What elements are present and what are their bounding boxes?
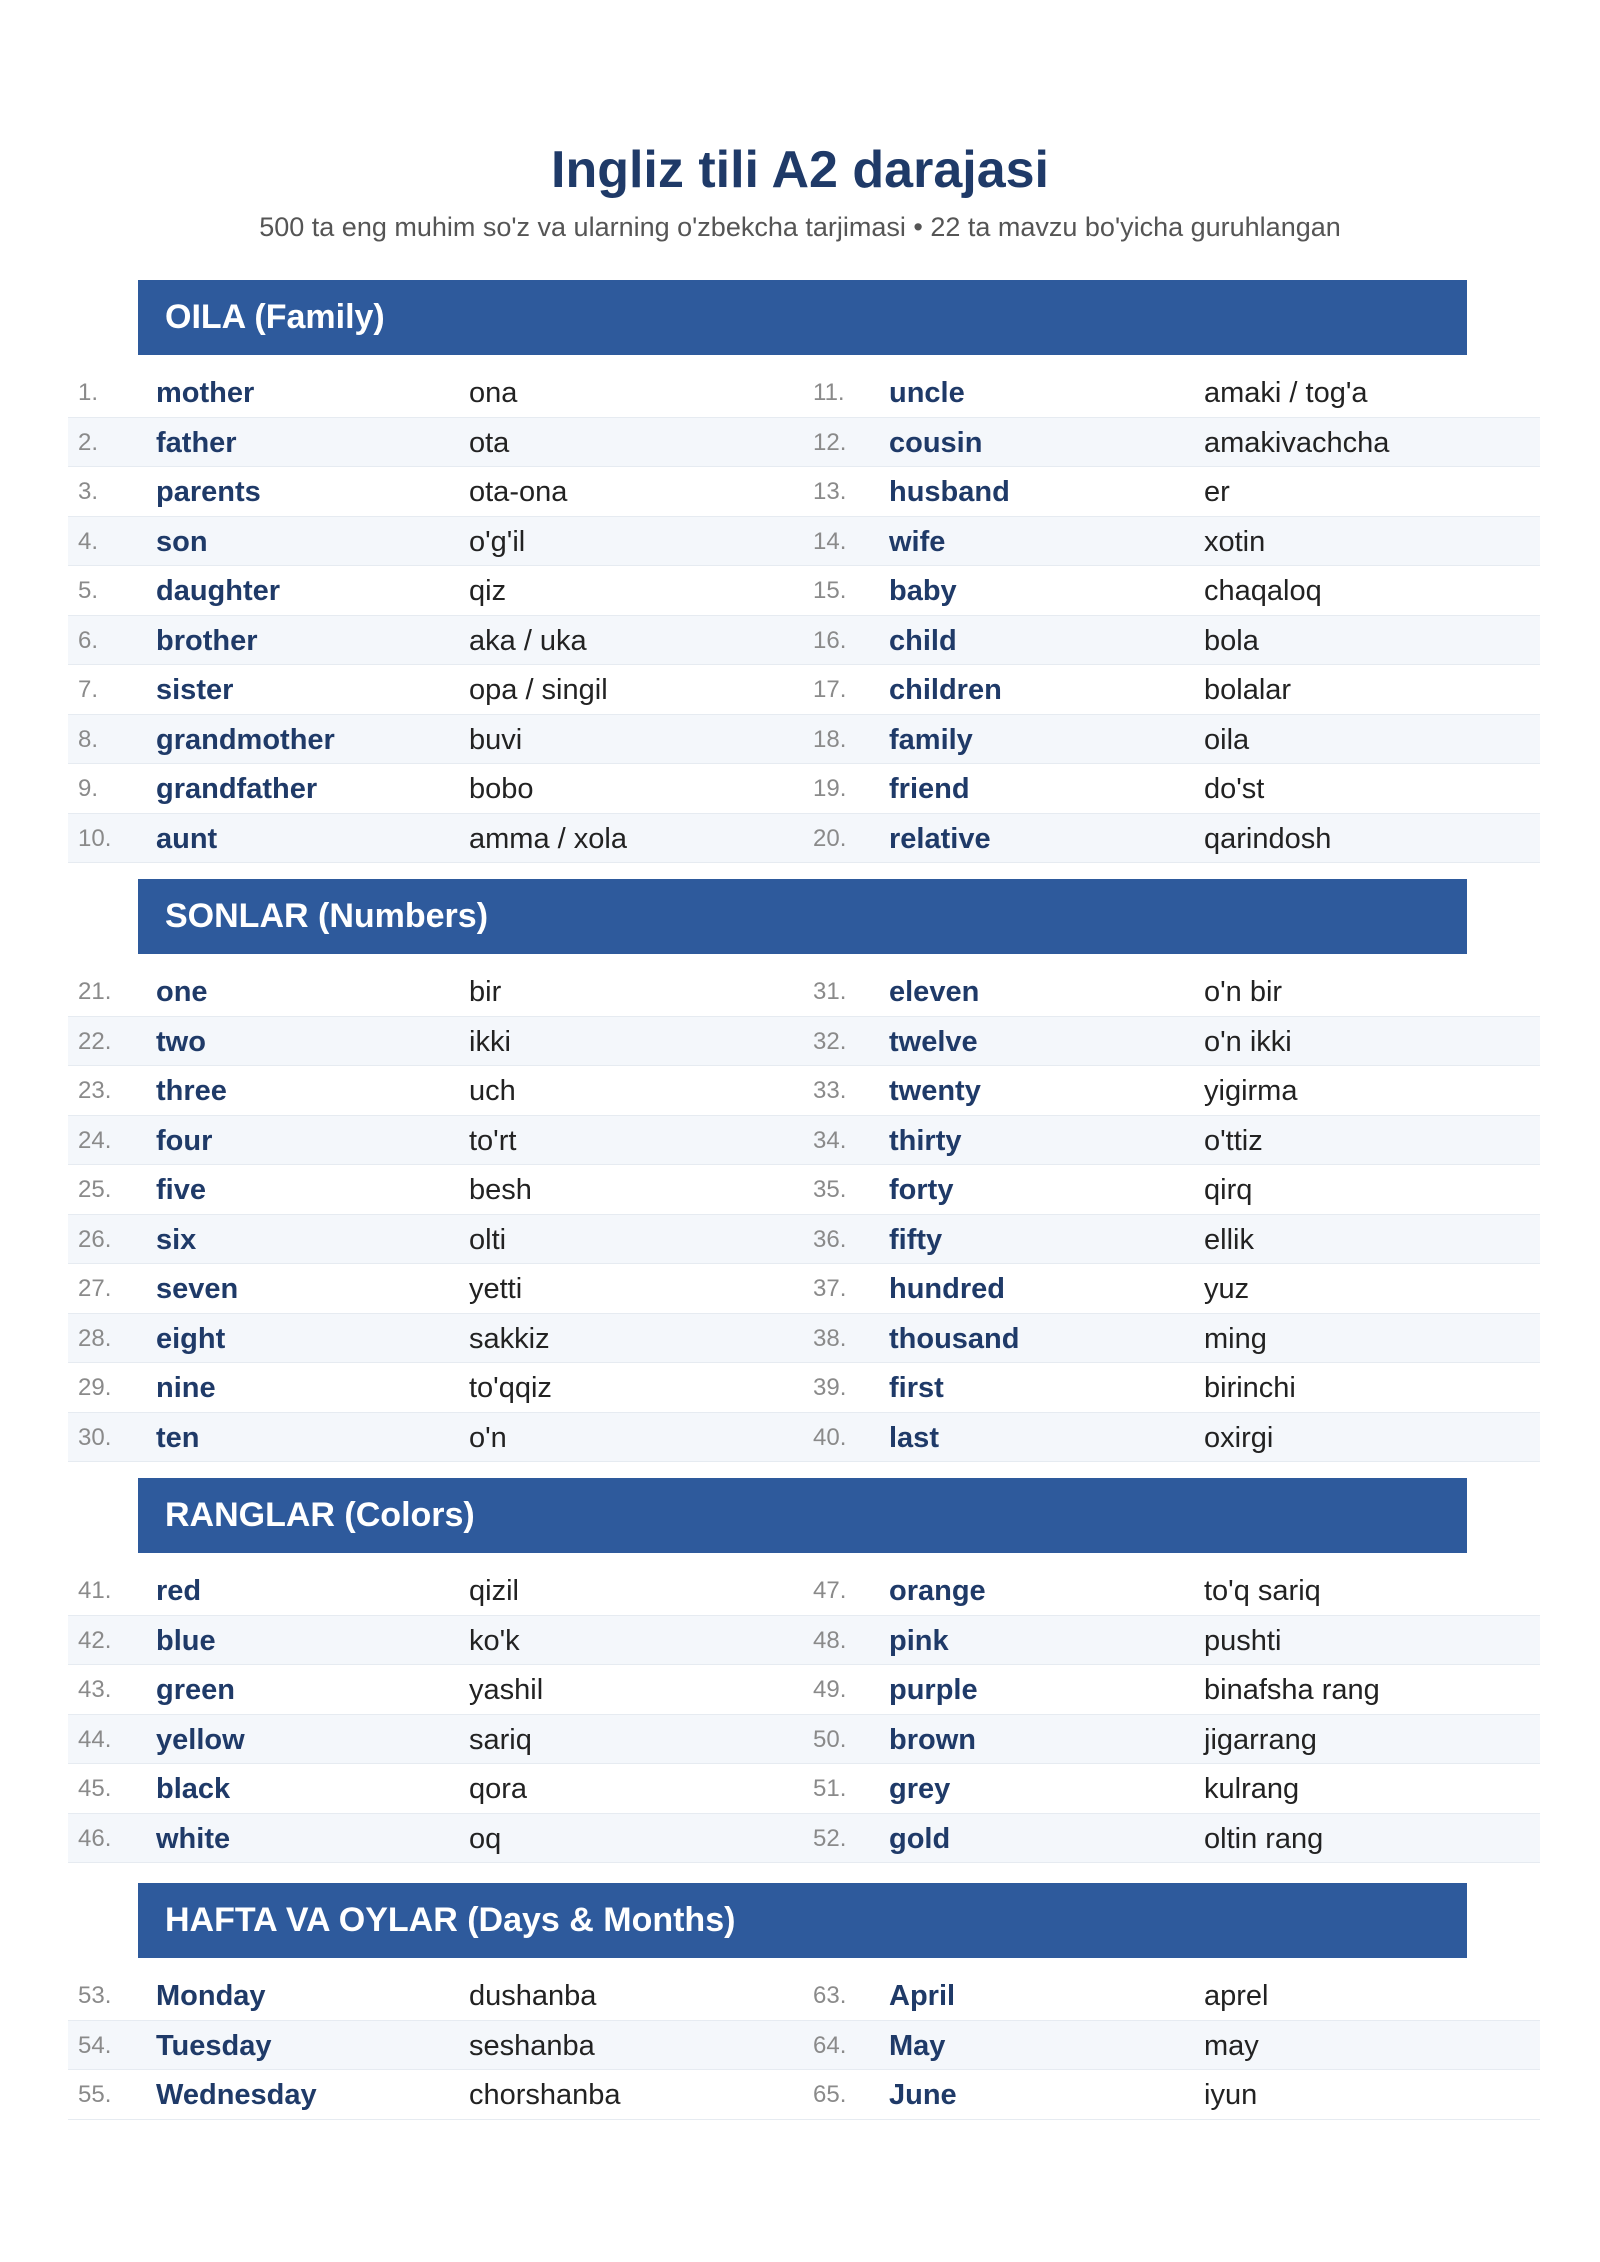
word-number: 38. bbox=[813, 1324, 847, 1352]
uzbek-translation: o'g'il bbox=[469, 525, 526, 558]
english-word: June bbox=[889, 2079, 957, 2111]
word-number: 53. bbox=[78, 1982, 112, 2009]
section-title: OILA (Family) bbox=[165, 298, 385, 336]
english-word: yellow bbox=[156, 1723, 245, 1756]
word-number: 2. bbox=[78, 428, 99, 456]
section-title: RANGLAR (Colors) bbox=[165, 1496, 475, 1534]
english-word: grandmother bbox=[156, 723, 335, 756]
word-number: 37. bbox=[813, 1275, 847, 1302]
table-row bbox=[68, 566, 1540, 616]
uzbek-translation: iyun bbox=[1204, 2079, 1258, 2111]
word-table bbox=[68, 1971, 1540, 2120]
word-number: 31. bbox=[813, 978, 847, 1005]
english-word: six bbox=[156, 1223, 197, 1256]
uzbek-translation: chaqaloq bbox=[1204, 575, 1322, 607]
english-word: brother bbox=[156, 624, 258, 657]
word-number: 33. bbox=[813, 1077, 847, 1104]
table-row bbox=[68, 1116, 1540, 1166]
table-row bbox=[68, 2021, 1540, 2071]
english-word: orange bbox=[889, 1575, 986, 1607]
english-word: seven bbox=[156, 1273, 239, 1305]
word-number: 52. bbox=[813, 1824, 847, 1852]
word-number: 47. bbox=[813, 1577, 847, 1604]
table-row bbox=[68, 665, 1540, 715]
english-word: fifty bbox=[889, 1223, 943, 1256]
english-word: four bbox=[156, 1124, 213, 1157]
english-word: May bbox=[889, 2029, 946, 2062]
vocab-section bbox=[0, 1883, 1600, 2117]
english-word: sister bbox=[156, 674, 234, 706]
uzbek-translation: amma / xola bbox=[469, 822, 627, 855]
word-number: 46. bbox=[78, 1824, 112, 1852]
table-row bbox=[68, 368, 1540, 418]
uzbek-translation: to'qqiz bbox=[469, 1372, 552, 1404]
word-number: 21. bbox=[78, 978, 112, 1005]
english-word: family bbox=[889, 723, 973, 756]
uzbek-translation: amakivachcha bbox=[1204, 426, 1390, 459]
table-row bbox=[68, 616, 1540, 666]
word-number: 48. bbox=[813, 1626, 847, 1654]
english-word: baby bbox=[889, 575, 957, 607]
word-number: 19. bbox=[813, 775, 847, 802]
section-title: SONLAR (Numbers) bbox=[165, 897, 489, 935]
uzbek-translation: olti bbox=[469, 1223, 507, 1256]
section-header bbox=[138, 1478, 1467, 1553]
uzbek-translation: ota-ona bbox=[469, 476, 568, 508]
word-number: 6. bbox=[78, 626, 99, 654]
uzbek-translation: xotin bbox=[1204, 525, 1266, 558]
english-word: red bbox=[156, 1575, 202, 1607]
word-table bbox=[68, 368, 1540, 863]
word-number: 28. bbox=[78, 1324, 112, 1352]
word-number: 45. bbox=[78, 1775, 112, 1802]
uzbek-translation: pushti bbox=[1204, 1624, 1282, 1657]
word-number: 14. bbox=[813, 527, 847, 555]
word-number: 43. bbox=[78, 1676, 112, 1703]
uzbek-translation: yetti bbox=[469, 1273, 523, 1305]
uzbek-translation: aka / uka bbox=[469, 624, 587, 657]
english-word: relative bbox=[889, 822, 991, 855]
uzbek-translation: jigarrang bbox=[1204, 1723, 1317, 1756]
uzbek-translation: ota bbox=[469, 426, 510, 459]
uzbek-translation: yigirma bbox=[1204, 1075, 1298, 1107]
table-row bbox=[68, 715, 1540, 765]
uzbek-translation: uch bbox=[469, 1075, 516, 1107]
english-word: father bbox=[156, 426, 237, 459]
uzbek-translation: o'n ikki bbox=[1204, 1025, 1292, 1058]
english-word: nine bbox=[156, 1372, 216, 1404]
uzbek-translation: oq bbox=[469, 1822, 502, 1855]
uzbek-translation: oila bbox=[1204, 723, 1250, 756]
uzbek-translation: o'ttiz bbox=[1204, 1124, 1263, 1157]
word-number: 10. bbox=[78, 824, 112, 852]
uzbek-translation: o'n bir bbox=[1204, 976, 1283, 1008]
word-number: 15. bbox=[813, 577, 847, 604]
table-row bbox=[68, 1215, 1540, 1265]
uzbek-translation: to'q sariq bbox=[1204, 1575, 1321, 1607]
uzbek-translation: chorshanba bbox=[469, 2079, 621, 2111]
english-word: forty bbox=[889, 1174, 954, 1206]
word-number: 16. bbox=[813, 626, 847, 654]
uzbek-translation: ona bbox=[469, 377, 518, 409]
word-number: 4. bbox=[78, 527, 99, 555]
table-row bbox=[68, 814, 1540, 864]
word-table bbox=[68, 967, 1540, 1462]
uzbek-translation: ikki bbox=[469, 1025, 511, 1058]
uzbek-translation: er bbox=[1204, 476, 1230, 508]
english-word: last bbox=[889, 1421, 939, 1454]
english-word: uncle bbox=[889, 377, 965, 409]
word-number: 32. bbox=[813, 1027, 847, 1055]
english-word: pink bbox=[889, 1624, 949, 1657]
english-word: mother bbox=[156, 377, 255, 409]
uzbek-translation: may bbox=[1204, 2029, 1259, 2062]
english-word: thirty bbox=[889, 1124, 962, 1157]
english-word: son bbox=[156, 525, 208, 558]
uzbek-translation: qizil bbox=[469, 1575, 519, 1607]
uzbek-translation: qiz bbox=[469, 575, 507, 607]
english-word: twelve bbox=[889, 1025, 978, 1058]
uzbek-translation: qirq bbox=[1204, 1174, 1253, 1206]
table-row bbox=[68, 1264, 1540, 1314]
uzbek-translation: to'rt bbox=[469, 1124, 517, 1157]
uzbek-translation: do'st bbox=[1204, 773, 1265, 805]
word-number: 41. bbox=[78, 1577, 112, 1604]
uzbek-translation: yuz bbox=[1204, 1273, 1250, 1305]
english-word: gold bbox=[889, 1822, 951, 1855]
english-word: five bbox=[156, 1174, 206, 1206]
english-word: wife bbox=[889, 525, 946, 558]
vocab-section bbox=[0, 879, 1600, 1452]
english-word: grey bbox=[889, 1773, 951, 1805]
table-row bbox=[68, 1314, 1540, 1364]
english-word: Tuesday bbox=[156, 2029, 272, 2062]
table-row bbox=[68, 1971, 1540, 2021]
table-row bbox=[68, 1665, 1540, 1715]
word-number: 63. bbox=[813, 1982, 847, 2009]
word-number: 42. bbox=[78, 1626, 112, 1654]
word-number: 7. bbox=[78, 676, 99, 703]
uzbek-translation: sakkiz bbox=[469, 1322, 550, 1355]
uzbek-translation: yashil bbox=[469, 1674, 544, 1706]
english-word: black bbox=[156, 1773, 231, 1805]
section-header bbox=[138, 280, 1467, 355]
english-word: eight bbox=[156, 1322, 226, 1355]
table-row bbox=[68, 1363, 1540, 1413]
english-word: husband bbox=[889, 476, 1010, 508]
table-row bbox=[68, 418, 1540, 468]
english-word: hundred bbox=[889, 1273, 1005, 1305]
uzbek-translation: ellik bbox=[1204, 1223, 1254, 1256]
uzbek-translation: besh bbox=[469, 1174, 532, 1206]
word-number: 49. bbox=[813, 1676, 847, 1703]
section-header bbox=[138, 1883, 1467, 1958]
word-number: 36. bbox=[813, 1225, 847, 1253]
word-number: 23. bbox=[78, 1077, 112, 1104]
word-number: 11. bbox=[813, 379, 845, 406]
word-number: 13. bbox=[813, 478, 847, 505]
english-word: purple bbox=[889, 1674, 978, 1706]
word-number: 25. bbox=[78, 1176, 112, 1203]
page-subtitle: 500 ta eng muhim so'z va ularning o'zbekcha tarjimasi • 22 ta mavzu bo'yicha guruhlangan bbox=[259, 212, 1341, 242]
english-word: brown bbox=[889, 1723, 976, 1756]
uzbek-translation: oltin rang bbox=[1204, 1822, 1324, 1855]
uzbek-translation: bolalar bbox=[1204, 674, 1292, 706]
uzbek-translation: aprel bbox=[1204, 1980, 1269, 2012]
section-header bbox=[138, 879, 1467, 954]
uzbek-translation: buvi bbox=[469, 723, 523, 756]
english-word: two bbox=[156, 1025, 206, 1058]
table-row bbox=[68, 2070, 1540, 2120]
english-word: Wednesday bbox=[156, 2079, 317, 2111]
uzbek-translation: binafsha rang bbox=[1204, 1674, 1380, 1706]
word-number: 5. bbox=[78, 577, 99, 604]
word-number: 35. bbox=[813, 1176, 847, 1203]
table-row bbox=[68, 1017, 1540, 1067]
word-number: 64. bbox=[813, 2031, 847, 2059]
vocab-section bbox=[0, 1478, 1600, 1857]
uzbek-translation: seshanba bbox=[469, 2029, 595, 2062]
word-number: 34. bbox=[813, 1126, 847, 1154]
word-number: 12. bbox=[813, 428, 847, 456]
word-number: 65. bbox=[813, 2081, 847, 2108]
word-number: 18. bbox=[813, 725, 847, 753]
word-number: 1. bbox=[78, 379, 99, 406]
uzbek-translation: bola bbox=[1204, 624, 1259, 657]
uzbek-translation: bir bbox=[469, 976, 502, 1008]
english-word: one bbox=[156, 976, 208, 1008]
english-word: friend bbox=[889, 773, 970, 805]
english-word: aunt bbox=[156, 822, 218, 855]
word-number: 55. bbox=[78, 2081, 112, 2108]
uzbek-translation: amaki / tog'a bbox=[1204, 377, 1368, 409]
english-word: blue bbox=[156, 1624, 216, 1657]
vocab-section bbox=[0, 280, 1600, 853]
table-row bbox=[68, 1413, 1540, 1463]
word-number: 39. bbox=[813, 1374, 847, 1401]
english-word: April bbox=[889, 1980, 956, 2012]
table-row bbox=[68, 967, 1540, 1017]
table-row bbox=[68, 1764, 1540, 1814]
table-row bbox=[68, 1066, 1540, 1116]
uzbek-translation: ko'k bbox=[469, 1624, 520, 1657]
word-number: 54. bbox=[78, 2031, 112, 2059]
uzbek-translation: o'n bbox=[469, 1421, 507, 1454]
uzbek-translation: oxirgi bbox=[1204, 1421, 1274, 1454]
word-number: 30. bbox=[78, 1423, 112, 1451]
table-row bbox=[68, 1715, 1540, 1765]
word-table bbox=[68, 1566, 1540, 1863]
word-number: 44. bbox=[78, 1725, 112, 1753]
uzbek-translation: qora bbox=[469, 1773, 528, 1805]
word-number: 29. bbox=[78, 1374, 112, 1401]
english-word: three bbox=[156, 1075, 227, 1107]
uzbek-translation: sariq bbox=[469, 1723, 532, 1756]
table-row bbox=[68, 517, 1540, 567]
english-word: daughter bbox=[156, 575, 281, 607]
uzbek-translation: opa / singil bbox=[469, 674, 608, 706]
english-word: eleven bbox=[889, 976, 980, 1008]
english-word: green bbox=[156, 1674, 235, 1706]
word-number: 22. bbox=[78, 1027, 112, 1055]
english-word: grandfather bbox=[156, 773, 318, 805]
page-title: Ingliz tili A2 darajasi bbox=[551, 141, 1049, 199]
english-word: twenty bbox=[889, 1075, 981, 1107]
uzbek-translation: qarindosh bbox=[1204, 822, 1332, 855]
word-number: 9. bbox=[78, 775, 99, 802]
english-word: thousand bbox=[889, 1322, 1020, 1355]
section-title: HAFTA VA OYLAR (Days & Months) bbox=[165, 1901, 736, 1939]
table-row bbox=[68, 1616, 1540, 1666]
english-word: white bbox=[156, 1822, 231, 1855]
english-word: children bbox=[889, 674, 1002, 706]
word-number: 50. bbox=[813, 1725, 847, 1753]
word-number: 17. bbox=[813, 676, 847, 703]
word-number: 8. bbox=[78, 725, 99, 753]
word-number: 51. bbox=[813, 1775, 847, 1802]
word-number: 26. bbox=[78, 1225, 112, 1253]
word-number: 24. bbox=[78, 1126, 112, 1154]
english-word: parents bbox=[156, 476, 261, 508]
word-number: 40. bbox=[813, 1423, 847, 1451]
uzbek-translation: bobo bbox=[469, 773, 534, 805]
uzbek-translation: dushanba bbox=[469, 1980, 597, 2012]
english-word: cousin bbox=[889, 426, 983, 459]
word-number: 20. bbox=[813, 824, 847, 852]
english-word: Monday bbox=[156, 1980, 266, 2012]
english-word: first bbox=[889, 1372, 944, 1404]
table-row bbox=[68, 1165, 1540, 1215]
uzbek-translation: kulrang bbox=[1204, 1773, 1300, 1805]
table-row bbox=[68, 764, 1540, 814]
word-number: 3. bbox=[78, 478, 99, 505]
table-row bbox=[68, 1566, 1540, 1616]
uzbek-translation: ming bbox=[1204, 1322, 1267, 1355]
table-row bbox=[68, 1814, 1540, 1864]
uzbek-translation: birinchi bbox=[1204, 1372, 1296, 1404]
english-word: ten bbox=[156, 1421, 200, 1454]
word-number: 27. bbox=[78, 1275, 112, 1302]
table-row bbox=[68, 467, 1540, 517]
english-word: child bbox=[889, 624, 957, 657]
